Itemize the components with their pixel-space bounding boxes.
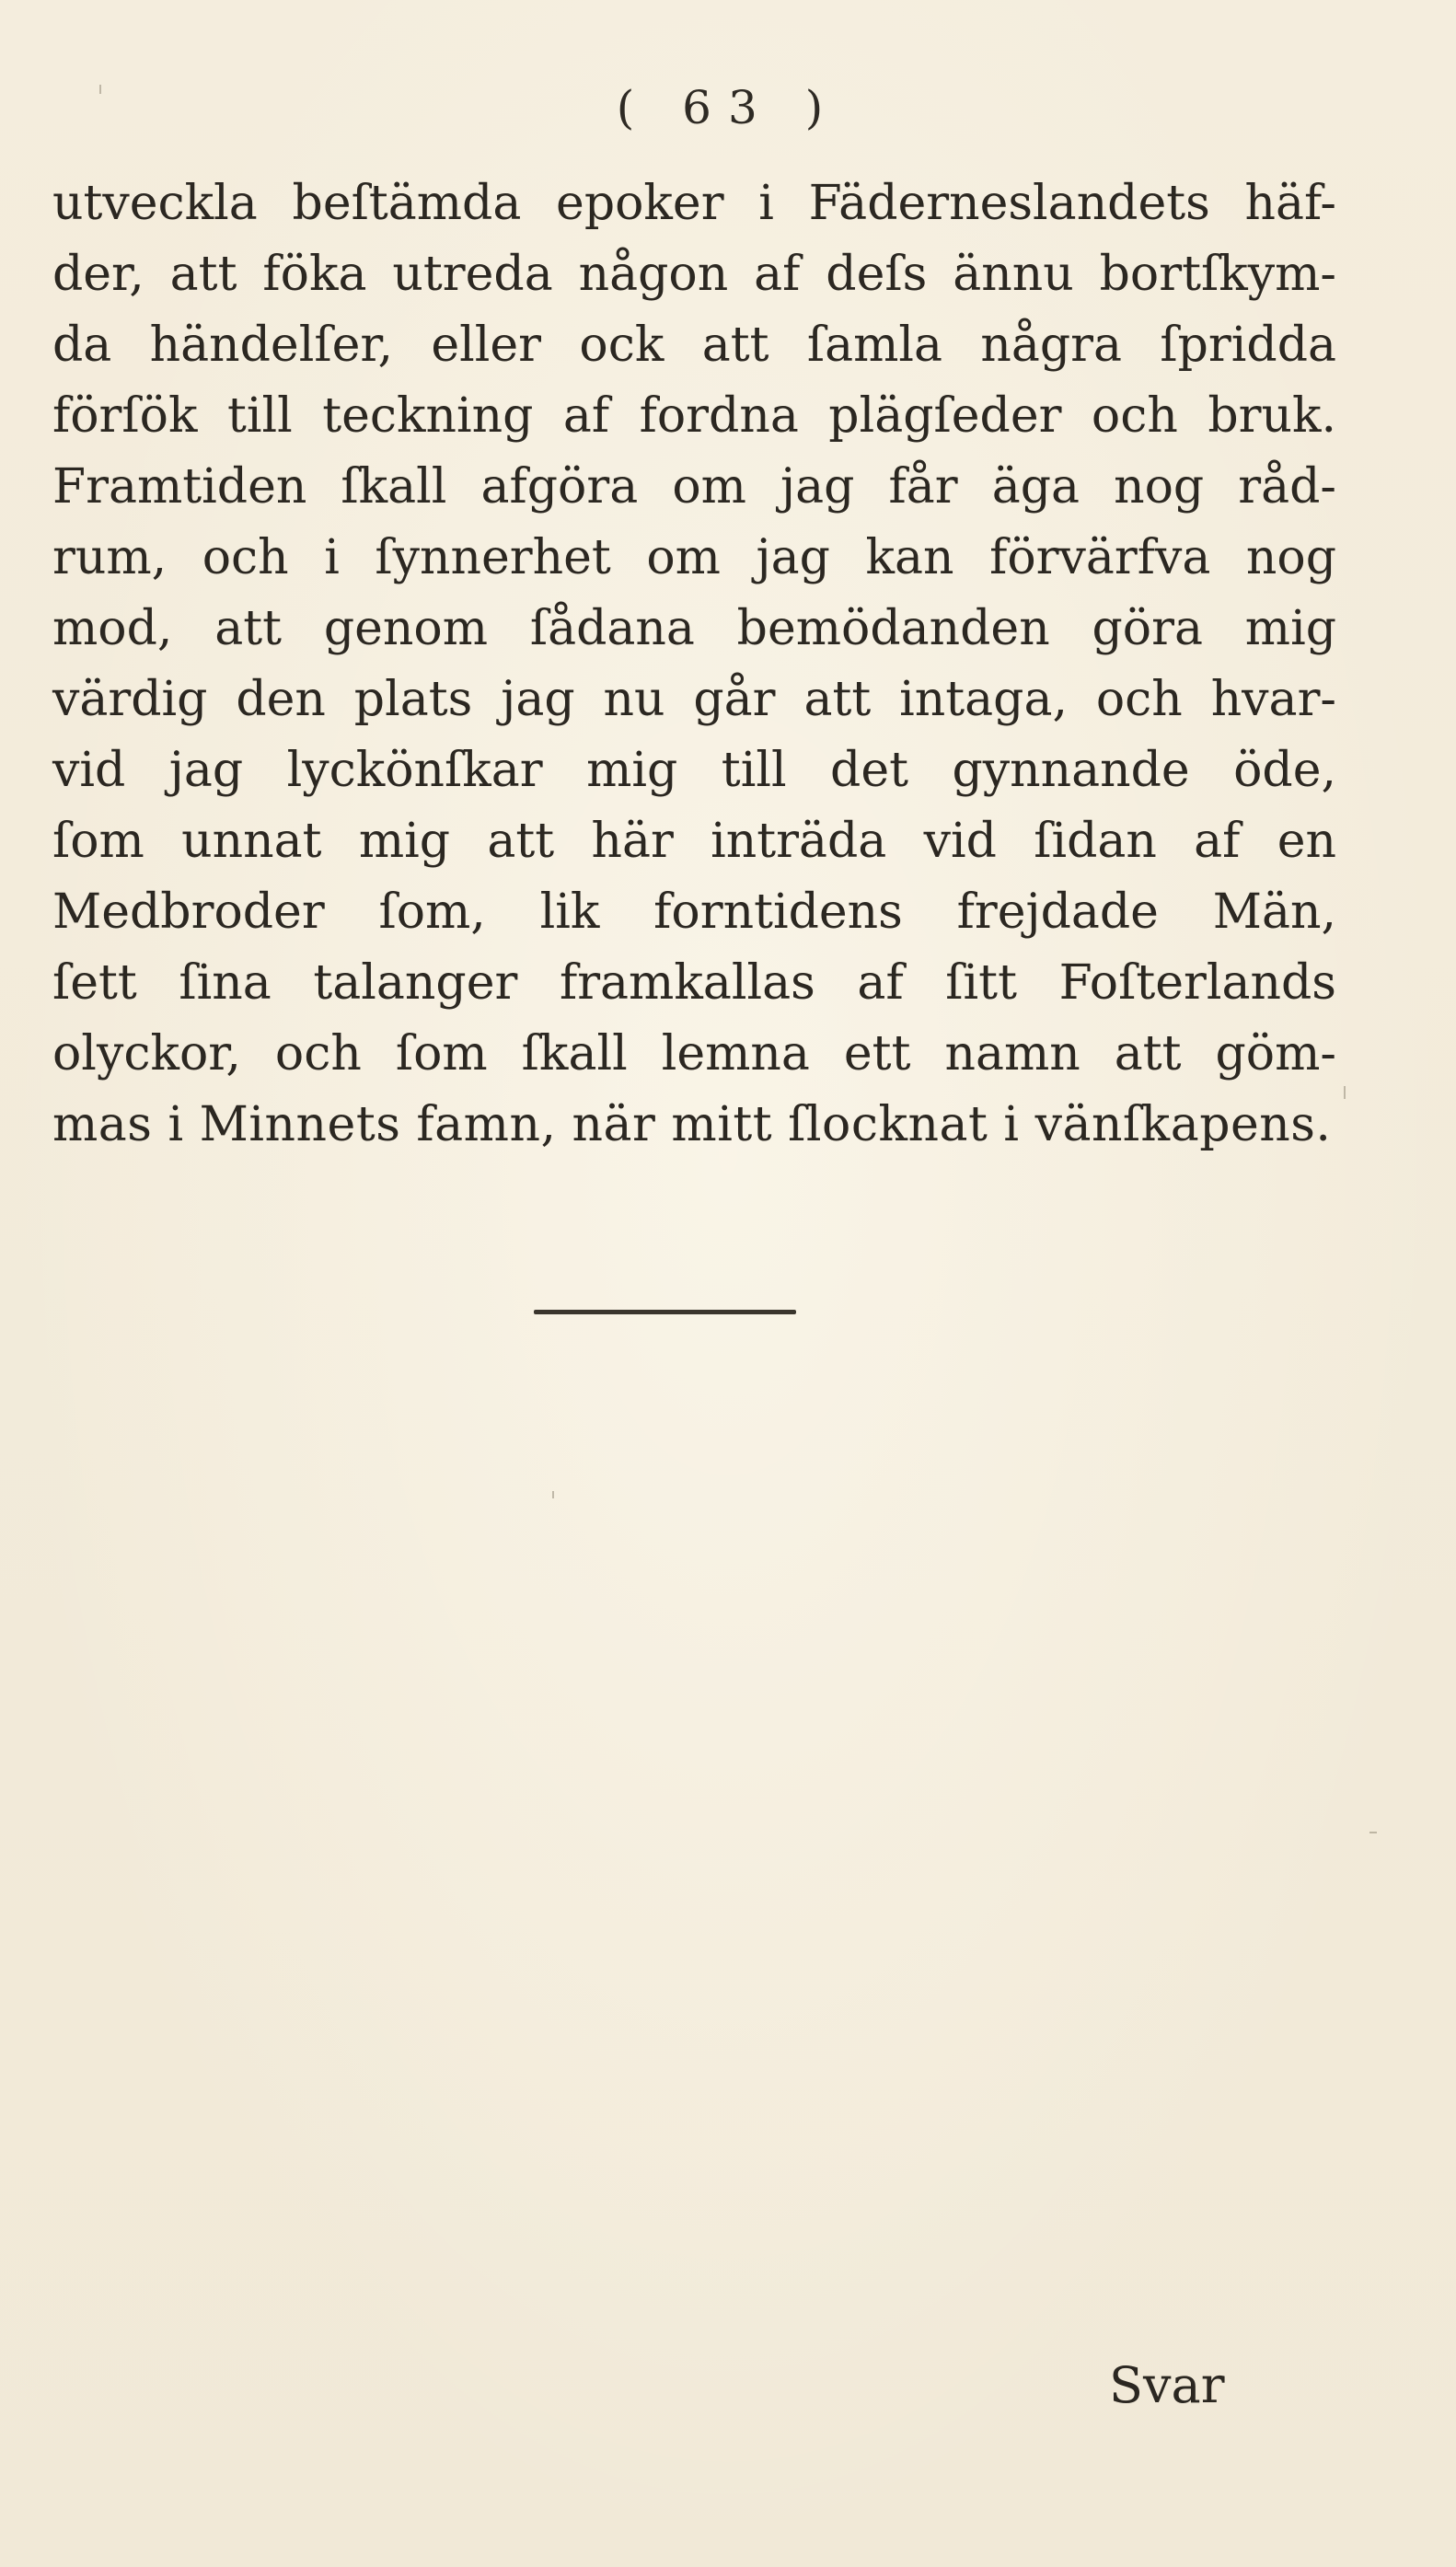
text-line: ſett ſina talanger framkallas af ſitt Foſterlands xyxy=(52,955,1336,1011)
text-line: utveckla beſtämda epoker i Fäderneslandets häf- xyxy=(52,176,1336,231)
text-line: rum, och i ſynnerhet om jag kan förvärfva nog xyxy=(52,530,1336,585)
text-line: mod, att genom ſådana bemödanden göra mig xyxy=(52,601,1336,656)
paper-speck xyxy=(99,85,101,94)
paper-speck xyxy=(1369,1832,1377,1833)
text-line: Medbroder ſom, lik forntidens frejdade Män, xyxy=(52,885,1336,940)
paper-speck xyxy=(552,1491,554,1498)
text-line: vid jag lyckönſkar mig till det gynnande öde, xyxy=(52,743,1336,798)
text-line: värdig den plats jag nu går att intaga, och hvar- xyxy=(52,672,1336,727)
page-number: ( 63 ) xyxy=(616,81,840,134)
text-line: olyckor, och ſom ſkall lemna ett namn att göm- xyxy=(52,1026,1336,1081)
text-line: Framtiden ſkall afgöra om jag får äga nog råd- xyxy=(52,459,1336,515)
catchword: Svar xyxy=(1109,2356,1225,2414)
text-line-final: mas i Minnets famn, när mitt ſlocknat i vänſkapens. xyxy=(52,1097,1332,1152)
body-text xyxy=(52,168,1336,1161)
text-line: förſök till teckning af fordna plägſeder och bruk. xyxy=(52,388,1336,444)
text-line: da händelſer, eller ock att ſamla några ſpridda xyxy=(52,318,1336,373)
section-divider-rule xyxy=(534,1310,796,1314)
text-line: der, att föka utreda någon af deſs ännu bortſkym- xyxy=(52,247,1336,302)
paper-speck xyxy=(1344,1086,1346,1099)
text-line: ſom unnat mig att här inträda vid ſidan af en xyxy=(52,814,1336,869)
